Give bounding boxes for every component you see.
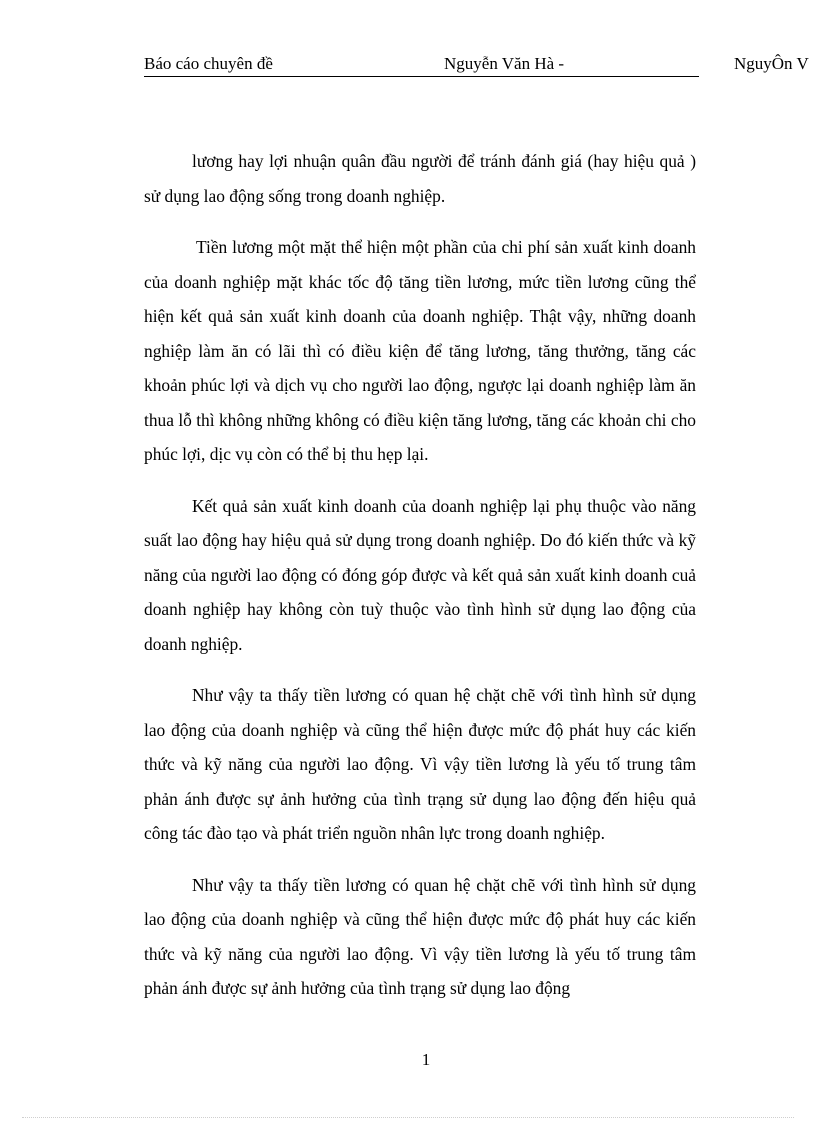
paragraph-1: lương hay lợi nhuận quân đầu người để tránh đánh giá (hay hiệu quả ) sử dụng lao động sống trong doanh nghiệp. — [144, 151, 696, 206]
page-number: 1 — [421, 1050, 431, 1069]
page-header — [144, 52, 816, 78]
paragraph-5: Như vậy ta thấy tiền lương có quan hệ chặt chẽ với tình hình sử dụng lao động của doanh nghiệp và cũng thể hiện được mức độ phát huy các kiến thức và kỹ năng của người lao động. Vì vậy tiền lương là yếu tố trung tâm phản ánh được sự ảnh hưởng của tình trạng sử dụng lao động — [144, 874, 696, 998]
paragraph-4: Như vậy ta thấy tiền lương có quan hệ chặt chẽ với tình hình sử dụng lao động của doanh nghiệp và cũng thể hiện được mức độ phát huy các kiến thức và kỹ năng của người lao động. Vì vậy tiền lương là yếu tố trung tâm phản ánh được sự ảnh hưởng của tình trạng sử dụng lao động đến hiệu quả công tác đào tạo và phát triển nguồn nhân lực trong doanh nghiệp. — [144, 685, 696, 843]
header-author: Nguyễn Văn Hà - — [444, 54, 565, 73]
page-bottom-divider — [22, 1117, 794, 1118]
header-right-text: NguyÔn V — [734, 54, 809, 73]
header-left-title: Báo cáo chuyên đề — [144, 54, 273, 73]
header-rule — [144, 76, 699, 77]
paragraph-3: Kết quả sản xuất kinh doanh của doanh nghiệp lại phụ thuộc vào năng suất lao động hay hiệu quả sử dụng trong doanh nghiệp. Do đó kiến thức và kỹ năng của người lao động có đóng góp được và kết quả sản xuất kinh doanh cuả doanh nghiệp hay không còn tuỳ thuộc vào tình hình sử dụng lao động của doanh nghiệp. — [144, 495, 696, 654]
paragraph-2: Tiền lương một mặt thể hiện một phần của chi phí sản xuất kinh doanh của doanh nghiệp mặt khác tốc độ tăng tiền lương, mức tiền lương cũng thể hiện kết quả sản xuất kinh doanh của doanh nghiệp. Thật vậy, những doanh nghiệp làm ăn có lãi thì có điều kiện để tăng lương, tăng thưởng, tăng các khoản phúc lợi và dịch vụ cho người lao động, ngược lại doanh nghiệp làm ăn thua lỗ thì không những không có điều kiện tăng lương, tăng các khoản chi cho phúc lợi, dịc vụ còn có thể bị thu hẹp lại. — [144, 237, 696, 464]
body-text — [144, 144, 696, 1023]
